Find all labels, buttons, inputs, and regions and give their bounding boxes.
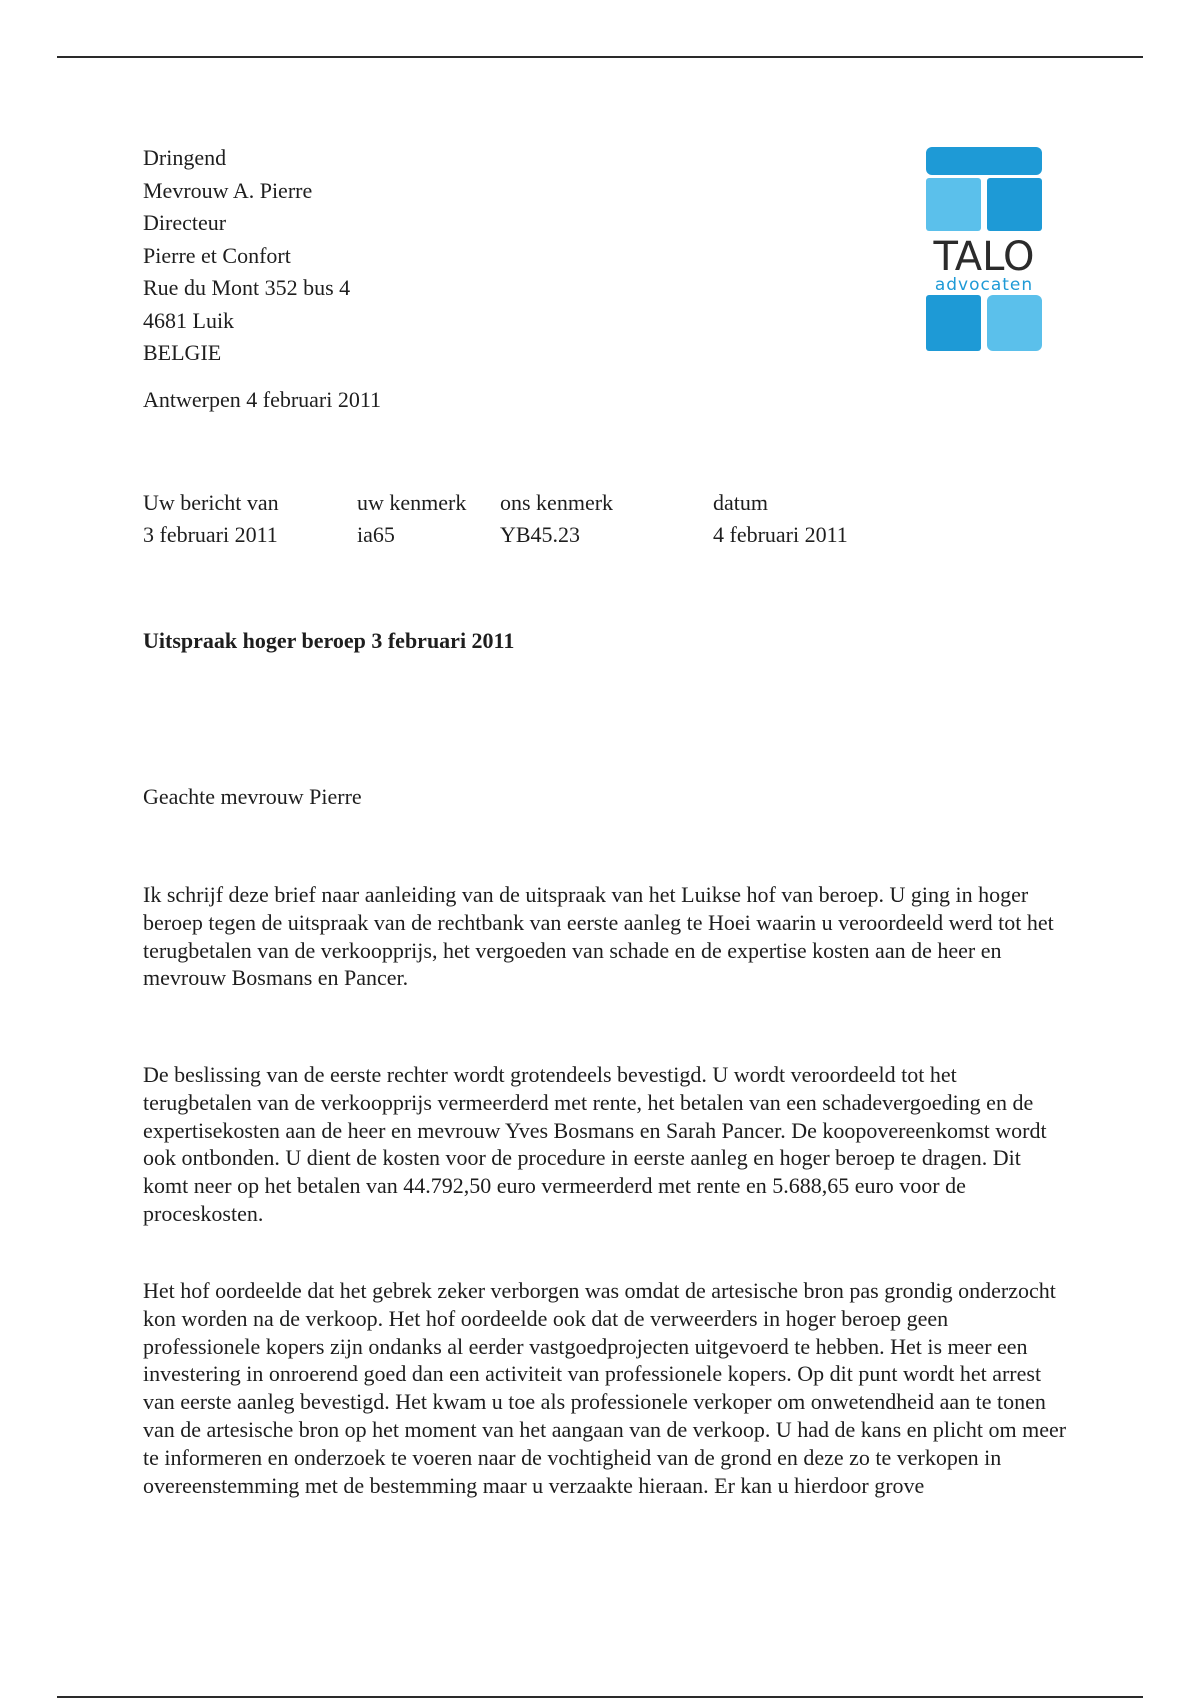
ref-value-date: 4 februari 2011 bbox=[713, 522, 848, 547]
logo-top-bar bbox=[926, 147, 1042, 175]
logo-tile bbox=[926, 295, 981, 351]
logo-tile bbox=[926, 178, 981, 231]
recipient-address bbox=[143, 142, 350, 370]
logo-name: TALO bbox=[933, 234, 1035, 280]
logo-tile bbox=[987, 295, 1042, 351]
address-line: Dringend bbox=[143, 145, 227, 170]
letter-subject: Uitspraak hoger beroep 3 februari 2011 bbox=[143, 628, 515, 653]
body-paragraph: Ik schrijf deze brief naar aanleiding van de uitspraak van het Luikse hof van beroep. U ging in hoger beroep tegen de uitspraak van de rechtbank van eerste aanleg te Hoei waarin u veroordeeld werd tot het terugbetalen van de verkoopprijs, het vergoeden van schade en de expertise kosten aan de heer en mevrouw Bosmans en Pancer. bbox=[143, 882, 1054, 991]
ref-value-message: 3 februari 2011 bbox=[143, 522, 278, 547]
ref-value-our-ref: YB45.23 bbox=[500, 522, 581, 547]
ref-header-your-ref: uw kenmerk bbox=[357, 490, 467, 515]
ref-header-our-ref: ons kenmerk bbox=[500, 490, 614, 515]
talo-logo bbox=[924, 145, 1044, 355]
address-line: Mevrouw A. Pierre bbox=[143, 177, 313, 203]
ref-header-message: Uw bericht van bbox=[143, 490, 279, 515]
body-paragraph: De beslissing van de eerste rechter wordt grotendeels bevestigd. U wordt veroordeeld tot het terugbetalen van de verkoopprijs vermeerderd met rente, het betalen van een schadevergoeding en de expertisekosten aan de heer en mevrouw Yves Bosmans en Sarah Pancer. De koopovereenkomst wordt ook ontbonden. U dient de kosten voor de procedure in eerste aanleg en hoger beroep te dragen. Dit komt neer op het betalen van 44.792,50 euro vermeerderd met rente en 5.688,65 euro voor de proceskosten. bbox=[143, 1062, 1047, 1226]
body-paragraph: Het hof oordeelde dat het gebrek zeker verborgen was omdat de artesische bron pas grondig onderzocht kon worden na de verkoop. Het hof oordeelde ook dat de verweerders in hoger beroep geen professionele kopers zijn ondanks al eerder vastgoedprojecten uitgevoerd te hebben. Het is meer een investering in onroerend goed dan een activiteit van professionele kopers. Op dit punt wordt het arrest van eerste aanleg bevestigd. Het kwam u toe als professionele verkoper om onwetendheid aan te tonen van de artesische bron op het moment van het aangaan van de verkoop. U had de kans en plicht om meer te informeren en onderzoek te voeren naar de vochtigheid van de grond en deze zo te verkopen in overeenstemming met de bestemming maar u verzaakte hieraan. Er kan u hierdoor grove bbox=[143, 1278, 1067, 1498]
top-rule bbox=[57, 56, 1143, 58]
ref-header-date: datum bbox=[713, 490, 768, 515]
address-line: Rue du Mont 352 bus 4 bbox=[143, 275, 351, 300]
address-line: 4681 Luik bbox=[143, 307, 235, 333]
bottom-rule bbox=[57, 1696, 1143, 1698]
logo-tile bbox=[987, 178, 1042, 231]
address-line: BELGIE bbox=[143, 340, 222, 365]
address-line: Pierre et Confort bbox=[143, 242, 291, 268]
place-date: Antwerpen 4 februari 2011 bbox=[143, 387, 382, 412]
salutation: Geachte mevrouw Pierre bbox=[143, 784, 362, 809]
ref-value-your-ref: ia65 bbox=[357, 522, 395, 547]
address-line: Directeur bbox=[143, 210, 227, 235]
logo-subtitle: advocaten bbox=[934, 275, 1034, 295]
